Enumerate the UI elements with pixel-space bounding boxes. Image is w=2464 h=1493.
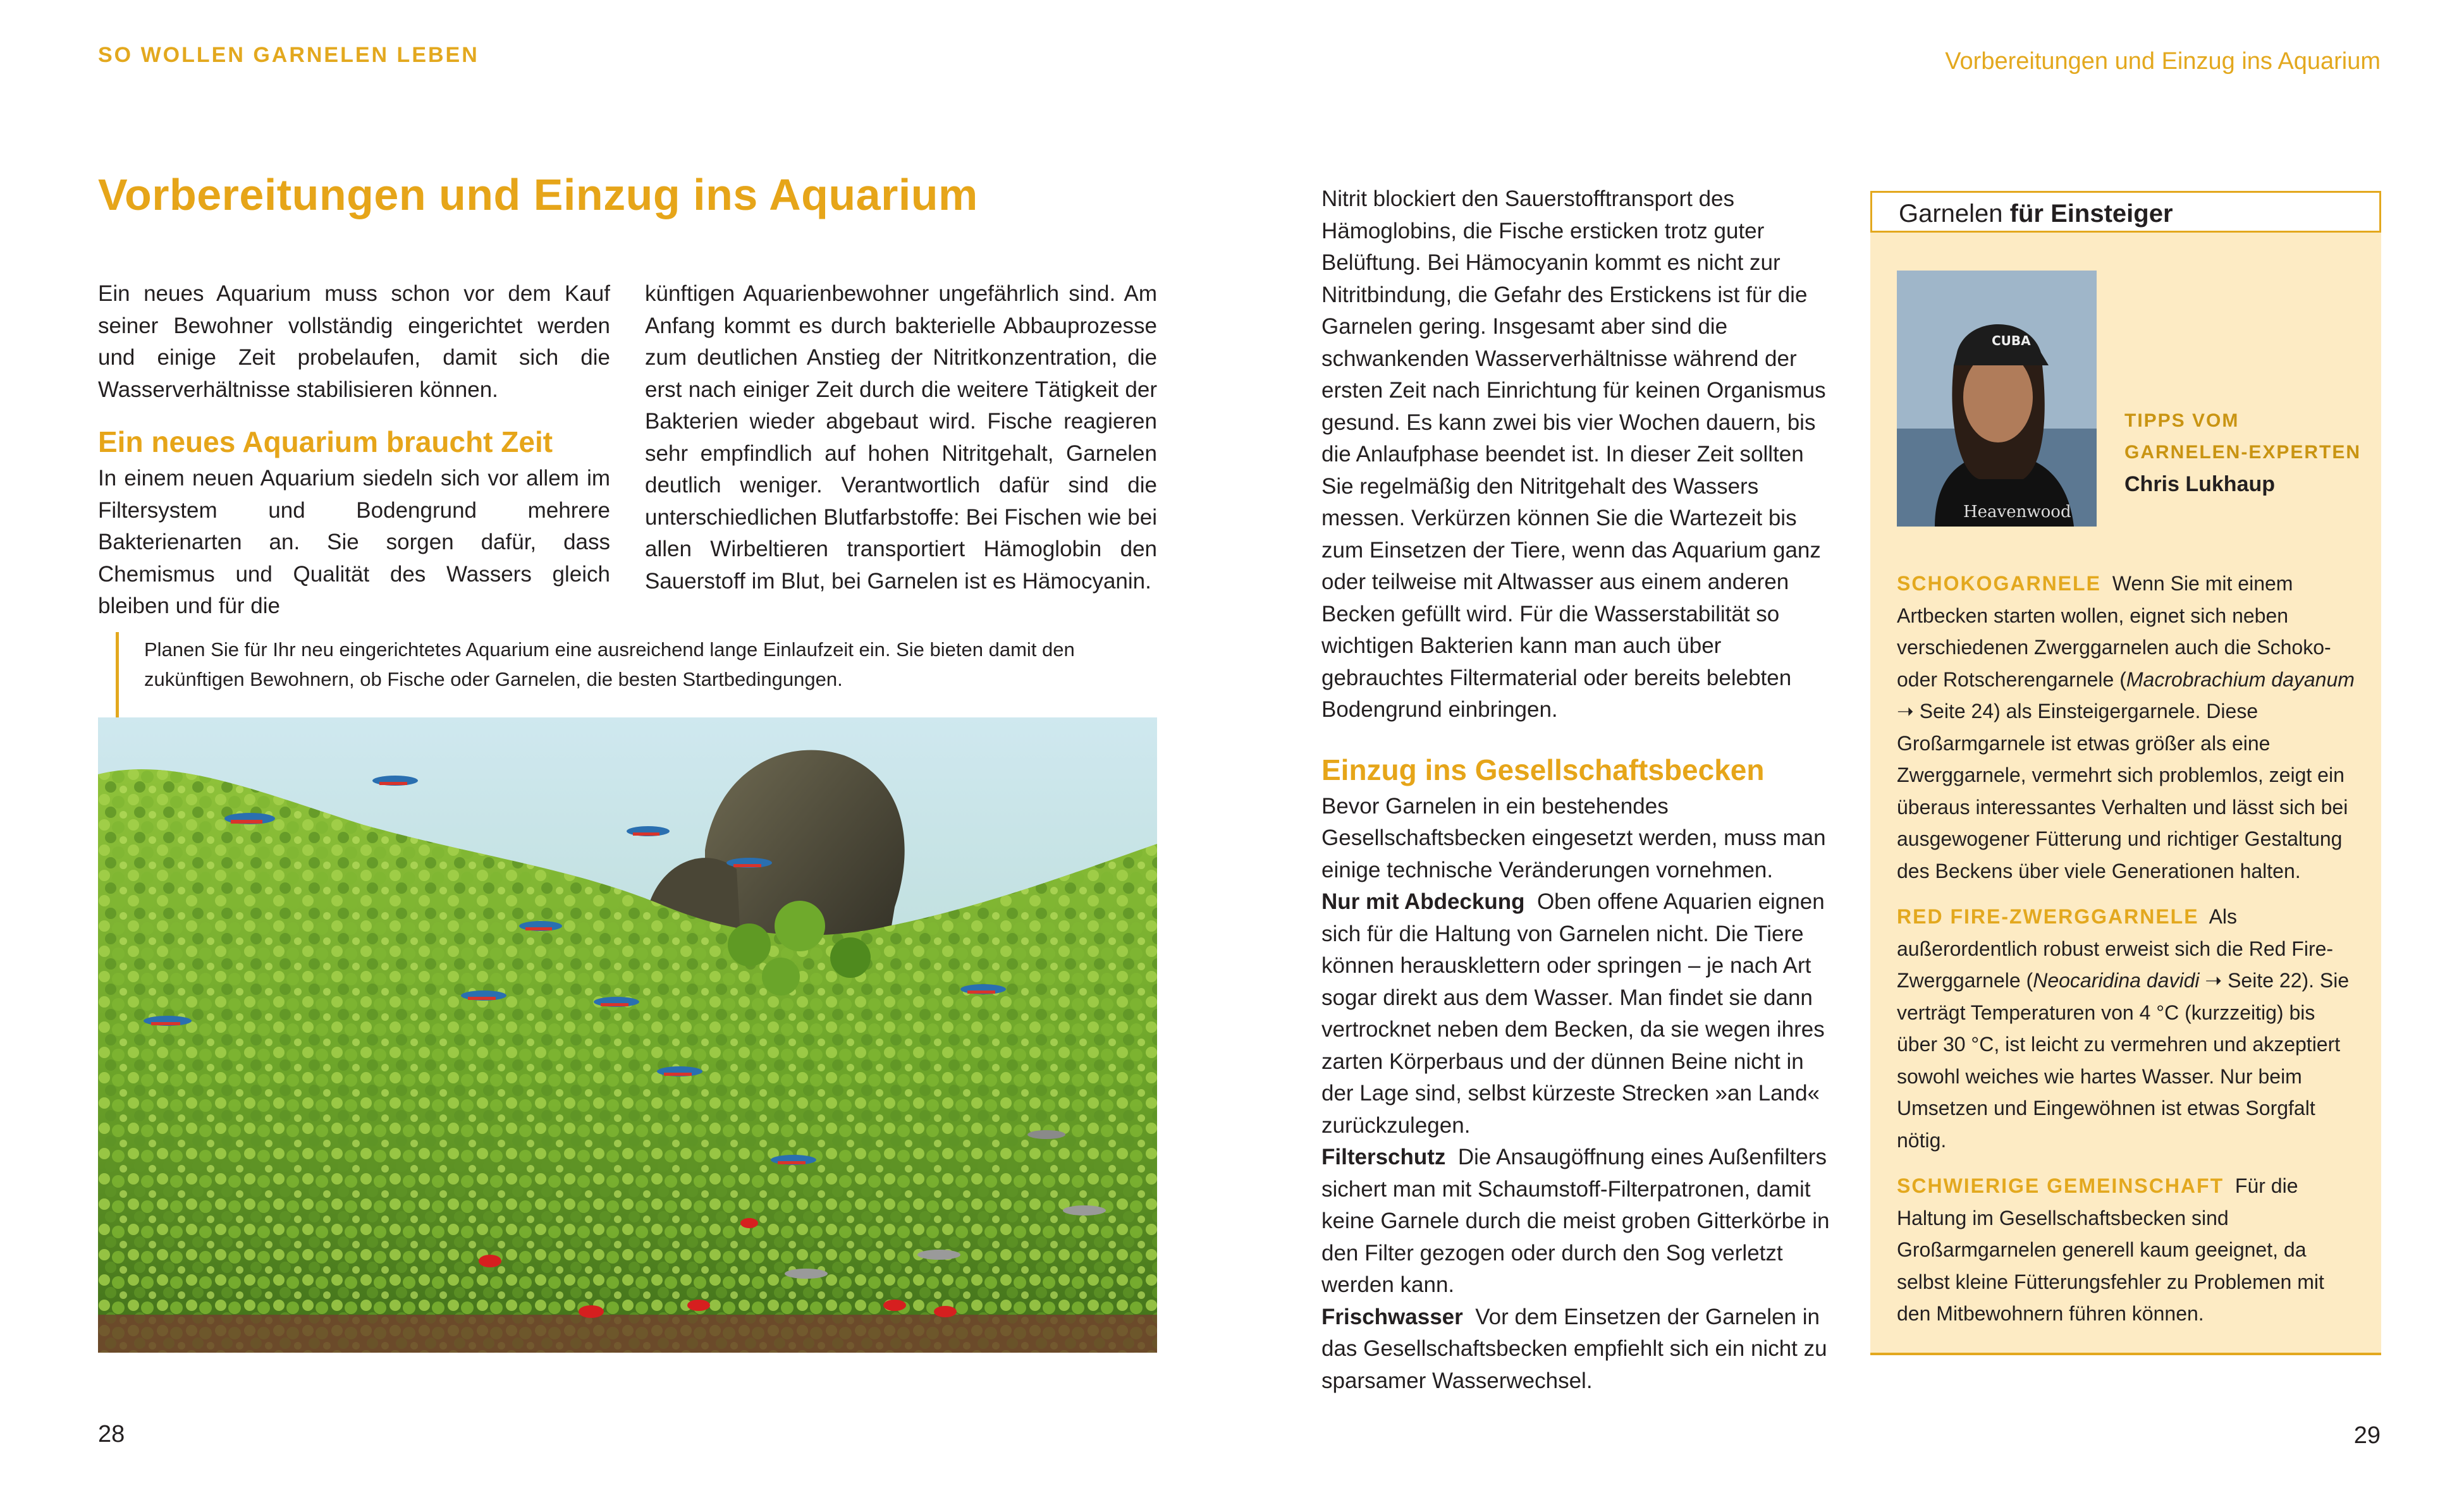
body-paragraph: künftigen Aquarienbewohner ungefährlich sind. Am Anfang kommt es durch bakterielle Abbauprozesse zum deutlichen Anstieg der Nitritkonzentration, die erst nach einiger Zeit durch die weitere Tätigkeit der Bakterien wieder abgebaut wird. Fische reagieren sehr empfindlich auf hohen Nitritgehalt, Garnelen deutlich weniger. Verantwortlich dafür sind die unterschiedlichen Blutfarbstoffe: Bei Fischen wie bei allen Wirbeltieren transportiert Hämoglobin den Sauerstoff im Blut, bei Garnelen ist es Hämocyanin. [645,281,1157,594]
aquarium-illustration [98,717,1157,1353]
body-paragraph-abdeckung [1321,886,1830,1142]
body-paragraph-filterschutz [1321,1142,1830,1301]
section-heading-zeit: Ein neues Aquarium braucht Zeit [98,425,553,458]
tip-species: Macrobrachium dayanum [2126,667,2355,691]
tip-entry-schokogarnele [1897,568,2355,887]
tip-keyword: SCHWIERIGE GEMEINSCHAFT [1897,1174,2224,1197]
column-1 [98,278,610,623]
body-paragraph: Nitrit blockiert den Sauerstofftransport des Hämoglobins, die Fische ersticken trotz guter Belüftung. Bei Hämocyanin kommt es nicht zur Nitritbindung, die Gefahr des Erstickens ist für die Garnelen gering. Insgesamt aber sind die schwankenden Wasserverhältnisse während der ersten Zeit nach Einrichtung für keinen Organismus gesund. Es kann zwei bis vier Wochen dauern, bis die Anlaufphase beendet ist. In dieser Zeit sollten Sie regelmäßig den Nitritgehalt des Wassers messen. Verkürzen können Sie die Wartezeit bis zum Einsetzen der Tiere, wenn das Aquarium ganz oder teilweise mit Altwasser aus einem anderen Becken gefüllt wird. Für die Wasserstabilität so wichtigen Bakterien kann man auch über gebrauchtes Filtermaterial oder bereits belebten Bodengrund einbringen. [1321,186,1826,722]
text-filterschutz: Die Ansaugöffnung eines Außenfilters sichert man mit Schaumstoff-Filterpatronen, damit keine Garnele durch die meist groben Gitterkörbe in den Filter gezogen oder durch den Sog verletzt werden kann. [1321,1145,1830,1297]
tip-entry-red-fire [1897,901,2355,1156]
term-abdeckung: Nur mit Abdeckung [1321,889,1525,914]
body-paragraph-frischwasser [1321,1301,1830,1398]
expert-name: Chris Lukhaup [2124,472,2276,496]
shirt-text: Heavenwood [1963,503,2071,521]
section-heading-einzug: Einzug ins Gesellschaftsbecken [1321,753,1765,786]
tip-text: Wenn Sie mit einem Artbecken starten wollen, eignet sich neben verschiedenen Zwerggarnelen auch die Schoko- oder Rotscherengarnele ( [1897,572,2331,691]
tip-box-title [1870,191,2381,233]
tip-label-line1: TIPPS VOM [2124,410,2240,431]
intro-paragraph: Ein neues Aquarium muss schon vor dem Kauf seiner Bewohner vollständig eingerichtet werden und einige Zeit probelaufen, damit sich die Wasserverhältnisse stabilisieren können. [98,281,610,402]
tip-keyword: SCHOKOGARNELE [1897,572,2101,595]
tip-entry-gemeinschaft [1897,1170,2355,1330]
tip-box-bottom-rule [1870,1353,2381,1355]
running-head-left: SO WOLLEN GARNELEN LEBEN [98,43,479,67]
tip-entries [1897,568,2355,1344]
expert-photo [1897,271,2097,527]
tip-text: ➝ Seite 22). Sie verträgt Temperaturen von 4 °C (kurzzeitig) bis über 30 °C, ist leicht zu vermehren und akzeptiert sowohl weiches wie hartes Wasser. Nur beim Umsetzen und Eingewöhnen ist etwas Sorgfalt nötig. [1897,969,2350,1152]
page-number-right: 29 [2353,1422,2381,1449]
page-title: Vorbereitungen und Einzug ins Aquarium [98,170,978,219]
cap-logo-text: CUBA [1992,333,2031,348]
tip-keyword: RED FIRE-ZWERGGARNELE [1897,905,2199,928]
page-number-left: 28 [98,1421,125,1447]
aquarium-photo [98,717,1157,1353]
column-3 [1321,183,1830,1397]
caption-rule [116,632,119,717]
tip-text: Für die Haltung im Gesellschaftsbecken sind Großarmgarnelen generell kaum geeignet, da selbst kleine Fütterungsfehler zu Problemen mit den Mitbewohnern führen können. [1897,1174,2324,1325]
body-paragraph: In einem neuen Aquarium siedeln sich vor allem im Filtersystem und Bodengrund mehrere Bakterienarten an. Sie sorgen dafür, dass Chemismus und Qualität des Wassers gleich bleiben und für die [98,466,610,618]
column-2 [645,278,1157,597]
tip-label-line2: GARNELEN-EXPERTEN [2124,442,2362,463]
photo-caption: Planen Sie für Ihr neu eingerichtetes Aquarium eine ausreichend lange Einlaufzeit ein. Sie bieten damit den zukünftigen Bewohnern, ob Fische oder Garnelen, die besten Startbedingungen. [144,638,1075,690]
tip-text: Als außerordentlich robust erweist sich die Red Fire-Zwerggarnele ( [1897,905,2334,992]
running-head-right: Vorbereitungen und Einzug ins Aquarium [1945,48,2381,75]
term-frischwasser: Frischwasser [1321,1304,1463,1329]
portrait-illustration [1897,271,2097,527]
term-filterschutz: Filterschutz [1321,1145,1446,1169]
tip-species: Neocaridina davidi [2033,969,2200,992]
text-abdeckung: Oben offene Aquarien eignen sich für die Haltung von Garnelen nicht. Die Tiere können herausklettern oder springen – je nach Art sogar direkt aus dem Wasser. Man findet sie dann vertrocknet neben dem Becken, da sie wegen ihres zarten Körperbaus und der dünnen Beine nicht in der Lage sind, selbst kürzeste Strecken »an Land« zurückzulegen. [1321,889,1825,1138]
text-frischwasser: Vor dem Einsetzen der Garnelen in das Gesellschaftsbecken empfiehlt sich ein nicht zu sparsamer Wasserwechsel. [1321,1304,1827,1393]
expert-credit [2124,405,2361,500]
tip-box-title-a: Garnelen [1899,200,2010,228]
tip-text: ➝ Seite 24) als Einsteigergarnele. Diese Großarmgarnele ist etwas größer als eine Zwerggarnele, vermehrt sich problemlos, zeigt ein überaus interessantes Verhalten und lässt sich bei ausgewogener Fütterung und richtiger Gestaltung des Beckens über viele Generationen halten. [1897,700,2348,882]
body-paragraph: Bevor Garnelen in ein bestehendes Gesellschaftsbecken eingesetzt werden, muss man einige technische Veränderungen vornehmen. [1321,793,1826,882]
tip-box-title-b: für Einsteiger [2009,200,2173,228]
